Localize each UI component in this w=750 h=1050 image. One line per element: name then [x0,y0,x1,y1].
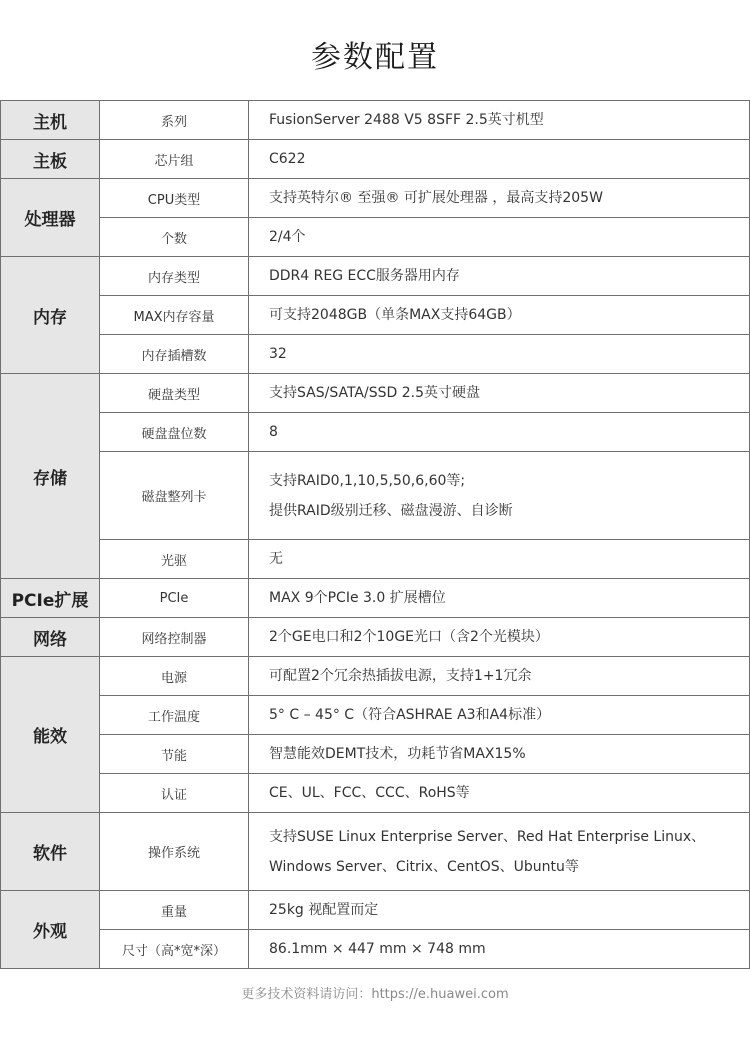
attribute-cell: 网络控制器 [100,618,249,657]
value-cell [249,374,750,413]
value-cell [249,257,750,296]
value-line: 智慧能效DEMT技术，功耗节省MAX15% [269,746,526,762]
attribute-cell: CPU类型 [100,179,249,218]
value-line: DDR4 REG ECC服务器用内存 [269,268,460,284]
value-cell [249,813,750,891]
attribute-cell: 光驱 [100,540,249,579]
table-row [1,413,750,452]
table-row [1,374,750,413]
table-row [1,218,750,257]
footer-link-text[interactable]: 更多技术资料请访问：https://e.huawei.com [241,987,509,1002]
table-row [1,257,750,296]
table-row [1,735,750,774]
value-cell [249,891,750,930]
value-line: 2个GE电口和2个10GE光口（含2个光模块） [269,629,549,645]
table-row [1,101,750,140]
attribute-cell: 重量 [100,891,249,930]
value-line: FusionServer 2488 V5 8SFF 2.5英寸机型 [269,112,544,128]
category-cell: 能效 [1,657,100,813]
attribute-cell: 内存插槽数 [100,335,249,374]
spec-table [0,100,750,969]
value-line: Windows Server、Citrix、CentOS、Ubuntu等 [269,858,579,875]
table-row [1,335,750,374]
page-title: 参数配置 [311,40,439,75]
value-cell [249,413,750,452]
category-cell: 主板 [1,140,100,179]
attribute-cell: 硬盘类型 [100,374,249,413]
attribute-cell: 节能 [100,735,249,774]
value-cell [249,696,750,735]
value-line: 86.1mm × 447 mm × 748 mm [269,941,486,957]
category-cell: 软件 [1,813,100,891]
value-line: 25kg 视配置而定 [269,902,379,918]
table-row [1,930,750,969]
value-line: C622 [269,151,306,167]
table-row [1,891,750,930]
category-cell: 网络 [1,618,100,657]
value-cell [249,452,750,540]
value-cell [249,296,750,335]
value-line: 支持SUSE Linux Enterprise Server、Red Hat Enterprise Linux、 [269,828,706,845]
value-cell [249,218,750,257]
value-cell [249,930,750,969]
attribute-cell: 个数 [100,218,249,257]
attribute-cell: MAX内存容量 [100,296,249,335]
attribute-cell: 系列 [100,101,249,140]
value-cell [249,335,750,374]
value-line: 可配置2个冗余热插拔电源，支持1+1冗余 [269,668,532,684]
value-line: 支持英特尔® 至强® 可扩展处理器 ，最高支持205W [269,190,603,206]
value-cell [249,735,750,774]
table-row [1,540,750,579]
value-cell [249,540,750,579]
attribute-cell: 磁盘整列卡 [100,452,249,540]
value-cell [249,179,750,218]
spec-table-body [1,101,750,969]
value-line: 无 [269,551,283,567]
table-row [1,696,750,735]
table-row [1,657,750,696]
table-row [1,618,750,657]
value-cell [249,657,750,696]
table-row [1,579,750,618]
table-row [1,179,750,218]
value-cell [249,101,750,140]
table-row [1,452,750,540]
attribute-cell: 内存类型 [100,257,249,296]
attribute-cell: 工作温度 [100,696,249,735]
value-line: 32 [269,346,287,362]
attribute-cell: 硬盘盘位数 [100,413,249,452]
attribute-cell: 尺寸（高*宽*深） [100,930,249,969]
value-line: 可支持2048GB（单条MAX支持64GB） [269,307,521,323]
table-row [1,774,750,813]
value-cell [249,774,750,813]
value-line: 2/4个 [269,229,306,245]
category-cell: 内存 [1,257,100,374]
value-line: MAX 9个PCIe 3.0 扩展槽位 [269,590,446,606]
category-cell: 主机 [1,101,100,140]
value-line: 支持SAS/SATA/SSD 2.5英寸硬盘 [269,385,480,401]
value-cell [249,618,750,657]
attribute-cell: 芯片组 [100,140,249,179]
attribute-cell: 电源 [100,657,249,696]
table-row [1,140,750,179]
value-line: 8 [269,424,278,440]
value-line: 5° C – 45° C（符合ASHRAE A3和A4标准） [269,707,551,723]
category-cell: 存储 [1,374,100,579]
attribute-cell: 操作系统 [100,813,249,891]
category-cell: 外观 [1,891,100,969]
category-cell: 处理器 [1,179,100,257]
value-cell [249,579,750,618]
value-line: 支持RAID0,1,10,5,50,6,60等; [269,472,466,489]
table-row [1,296,750,335]
value-line: CE、UL、FCC、CCC、RoHS等 [269,785,470,801]
category-cell: PCIe扩展 [1,579,100,618]
value-cell [249,140,750,179]
table-row [1,813,750,891]
value-line: 提供RAID级别迁移、磁盘漫游、自诊断 [269,502,513,519]
attribute-cell: PCIe [100,579,249,618]
attribute-cell: 认证 [100,774,249,813]
